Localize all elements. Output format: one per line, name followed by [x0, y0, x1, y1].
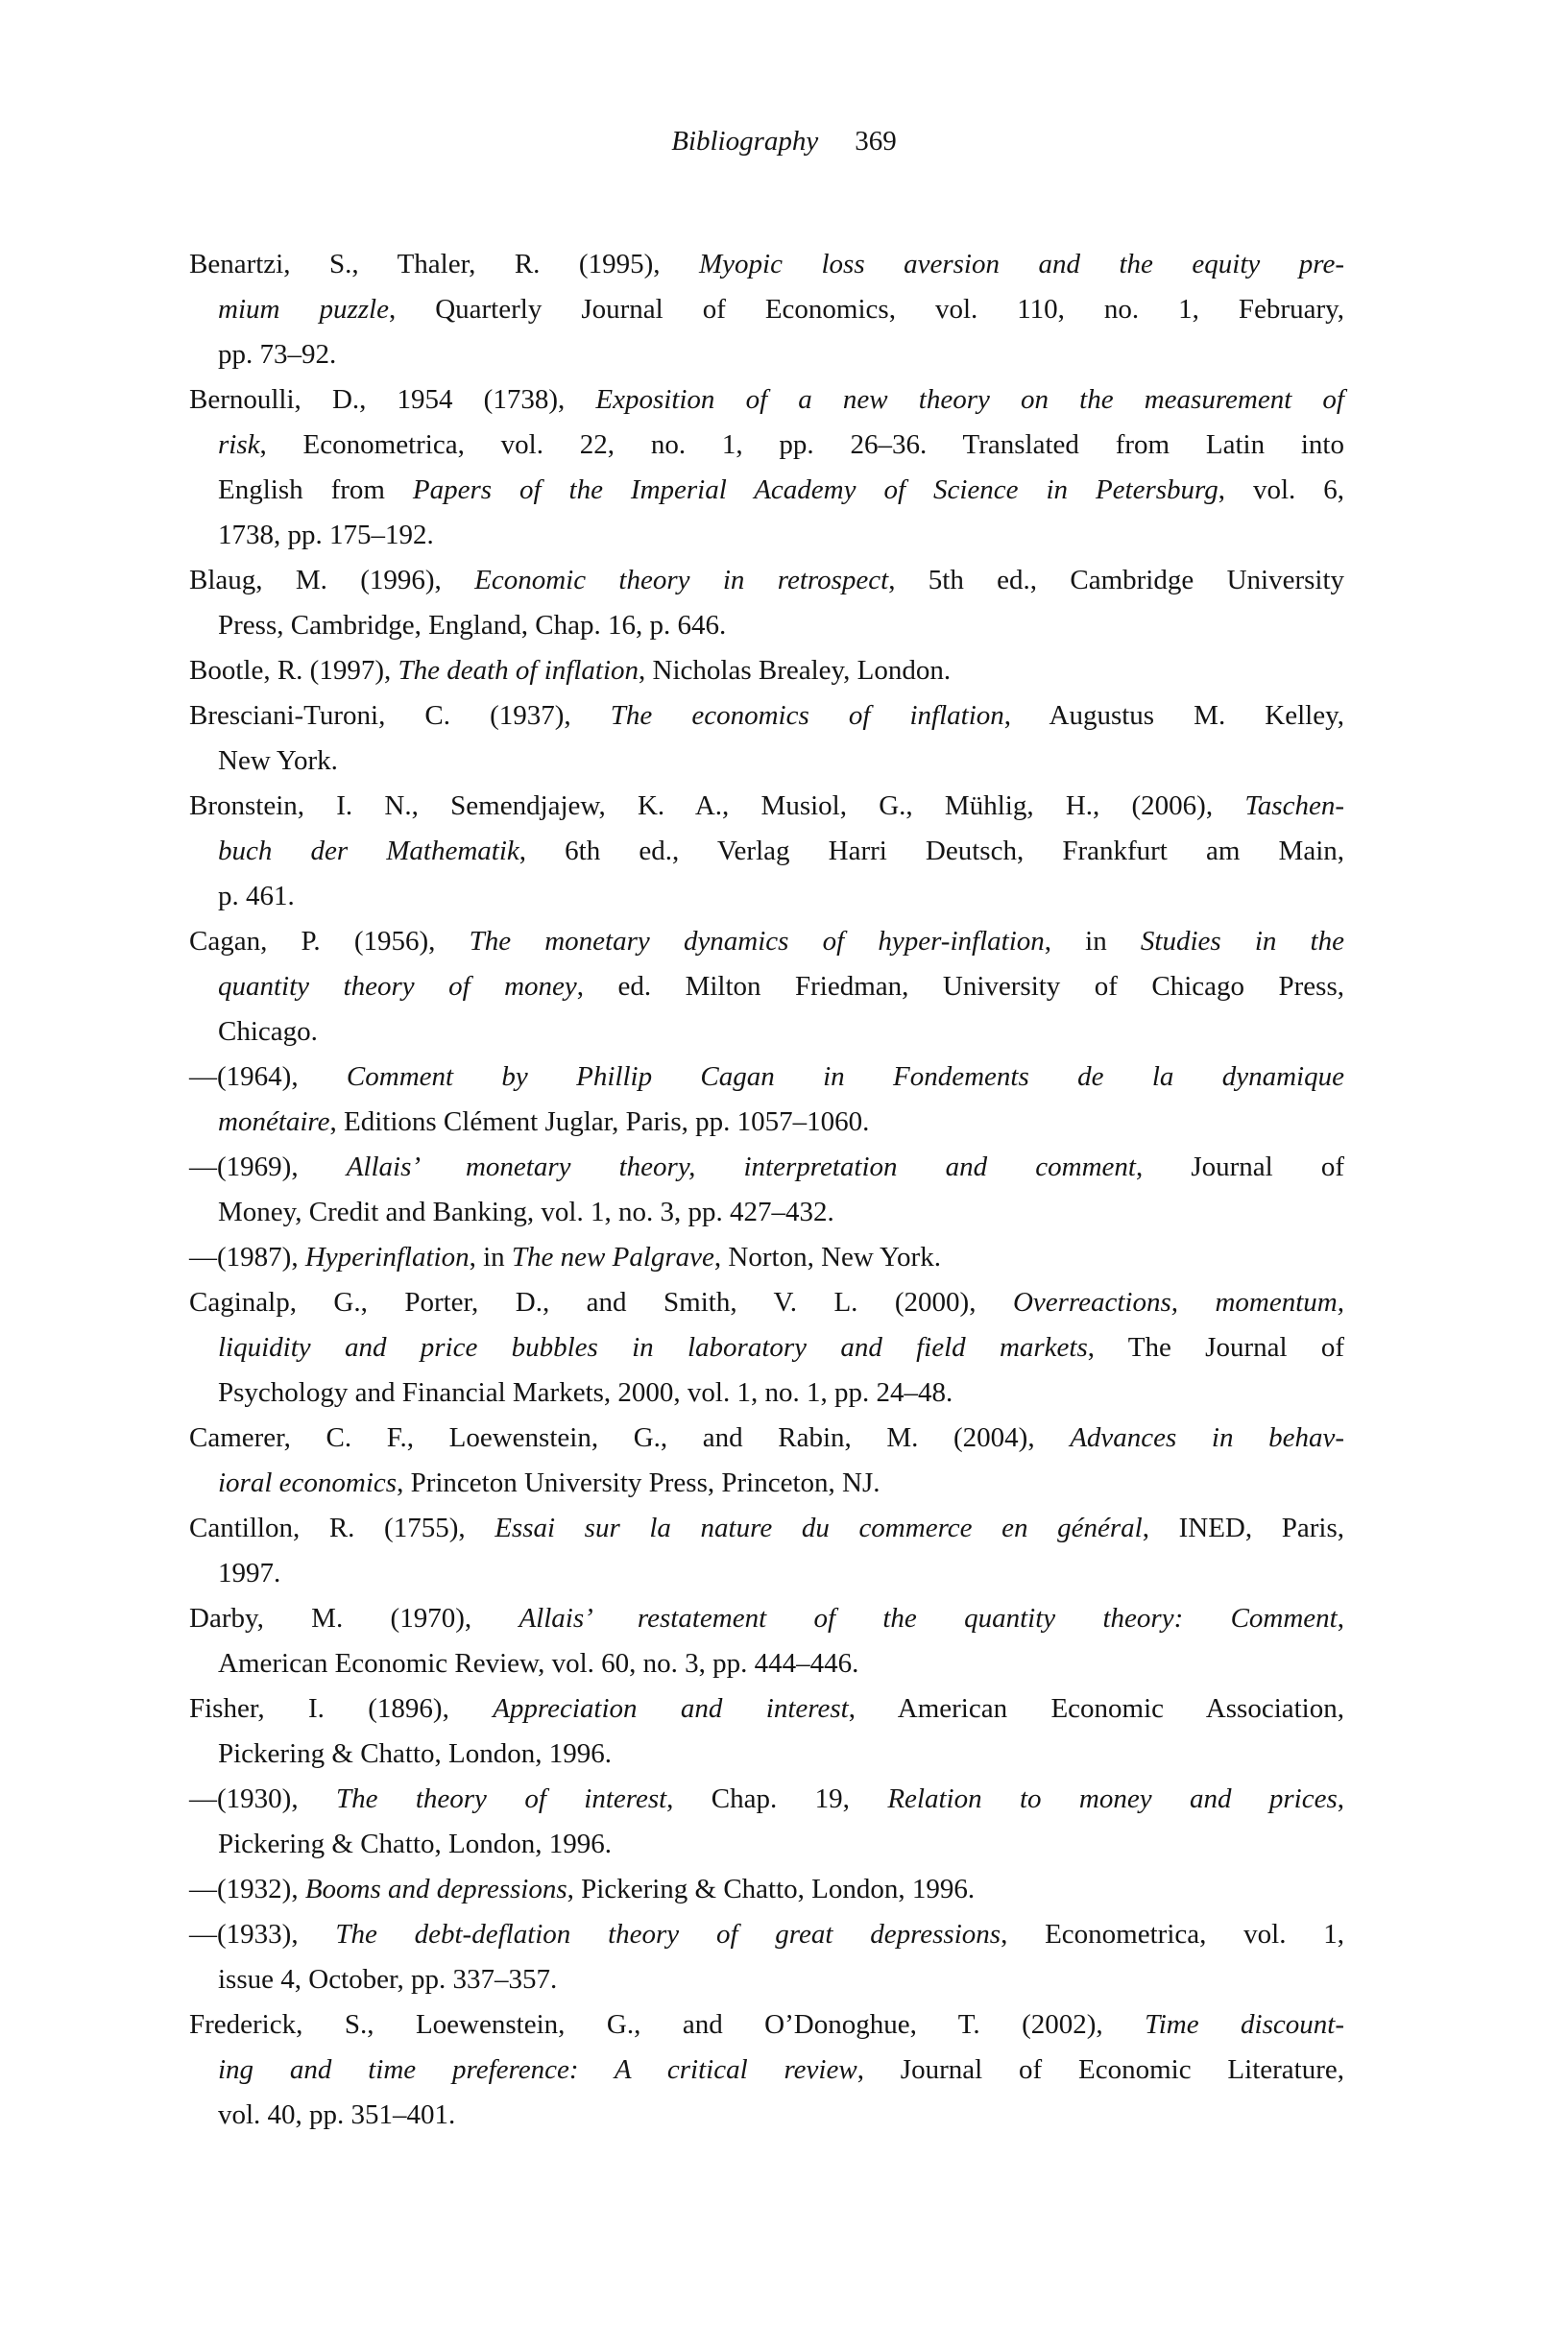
text-segment: Essai sur la nature du commerce en général [495, 1513, 1143, 1543]
text-segment: Press, Cambridge, England, Chap. 16, p. 646. [218, 610, 727, 641]
entry-line [189, 1777, 1344, 1822]
text-segment: , in [469, 1242, 512, 1273]
text-segment: English from [218, 474, 413, 505]
bibliography-entry [189, 242, 1344, 377]
text-segment: , Norton, New York. [713, 1242, 941, 1273]
text-segment: liquidity and price bubbles in laboratory and field markets [218, 1332, 1088, 1363]
text-segment: , Econometrica, vol. 1, [1001, 1919, 1344, 1950]
text-segment: The economics of inflation [610, 700, 1004, 731]
text-segment: Darby, M. (1970), [189, 1603, 519, 1634]
text-segment: Booms and depressions [304, 1874, 567, 1904]
text-segment: quantity theory of money [218, 971, 577, 1002]
text-segment: —(1969), [189, 1152, 347, 1182]
text-segment: The debt-deflation theory of great depressions [335, 1919, 1001, 1950]
entry-line [189, 1641, 1344, 1686]
text-segment: American Economic Review, vol. 60, no. 3, pp. 444–446. [218, 1648, 859, 1679]
text-segment: , 5th ed., Cambridge University [888, 565, 1344, 595]
entry-line [189, 1867, 1344, 1912]
entry-line [189, 2093, 1344, 2138]
entry-line [189, 1055, 1344, 1100]
text-segment: vol. 40, pp. 351–401. [218, 2099, 456, 2130]
entry-line [189, 1551, 1344, 1596]
entry-line [189, 1506, 1344, 1551]
text-segment: The monetary dynamics of hyper-inflation [469, 926, 1045, 957]
bibliography-entry [189, 1235, 1344, 1280]
text-segment: monétaire [218, 1106, 330, 1137]
text-segment: 1738, pp. 175–192. [218, 520, 434, 550]
entry-line [189, 1370, 1344, 1416]
text-segment: Allais’ restatement of the quantity theory: Comment [519, 1603, 1338, 1634]
text-segment: Time discount- [1145, 2009, 1344, 2040]
entry-line [189, 332, 1344, 377]
entry-line [189, 874, 1344, 919]
text-segment: , INED, Paris, [1142, 1513, 1344, 1543]
text-segment: Overreactions, momentum, [1012, 1287, 1344, 1318]
text-segment: , [1337, 1783, 1344, 1814]
bibliography-entry [189, 1867, 1344, 1912]
entry-line [189, 1732, 1344, 1777]
entry-line [189, 1957, 1344, 2002]
text-segment: p. 461. [218, 881, 295, 911]
text-segment: , 6th ed., Verlag Harri Deutsch, Frankfurt am Main, [519, 836, 1344, 866]
bibliography-entry [189, 1596, 1344, 1686]
text-segment: , [1337, 1603, 1344, 1634]
bibliography-entry [189, 558, 1344, 648]
bibliography [189, 242, 1344, 2138]
entry-line [189, 964, 1344, 1009]
entry-line [189, 784, 1344, 829]
text-segment: , Augustus M. Kelley, [1003, 700, 1344, 731]
bibliography-entry [189, 1280, 1344, 1416]
entry-line [189, 287, 1344, 332]
bibliography-entry [189, 784, 1344, 919]
text-segment: Psychology and Financial Markets, 2000, vol. 1, no. 1, pp. 24–48. [218, 1377, 953, 1408]
text-segment: The death of inflation [398, 655, 639, 686]
entry-line [189, 1416, 1344, 1461]
bibliography-entry [189, 1145, 1344, 1235]
text-segment: Caginalp, G., Porter, D., and Smith, V. L. (2000), [189, 1287, 1013, 1318]
text-segment: , Quarterly Journal of Economics, vol. 110, no. 1, February, [388, 294, 1344, 325]
entry-line [189, 2048, 1344, 2093]
entry-line [189, 1190, 1344, 1235]
text-segment: Myopic loss aversion and the equity pre- [699, 249, 1344, 279]
entry-line [189, 1822, 1344, 1867]
text-segment: , Journal of Economic Literature, [856, 2054, 1344, 2085]
entry-line [189, 468, 1344, 513]
text-segment: Bresciani-Turoni, C. (1937), [189, 700, 611, 731]
entry-line [189, 1325, 1344, 1370]
text-segment: 1997. [218, 1558, 281, 1588]
entry-line [189, 1686, 1344, 1732]
text-segment: The theory of interest [335, 1783, 667, 1814]
entry-line [189, 693, 1344, 739]
text-segment: Cagan, P. (1956), [189, 926, 470, 957]
text-segment: , Nicholas Brealey, London. [639, 655, 952, 686]
entry-line [189, 377, 1344, 423]
entry-line [189, 829, 1344, 874]
bibliography-entry [189, 1777, 1344, 1867]
text-segment: Bronstein, I. N., Semendjajew, K. A., Musiol, G., Mühlig, H., (2006), [189, 790, 1245, 821]
text-segment: Exposition of a new theory on the measurement of [595, 384, 1344, 415]
entry-line [189, 648, 1344, 693]
text-segment: Papers of the Imperial Academy of Science in Petersburg [412, 474, 1218, 505]
text-segment: New York. [218, 745, 338, 776]
text-segment: pp. 73–92. [218, 339, 337, 370]
entry-line [189, 1235, 1344, 1280]
text-segment: , ed. Milton Friedman, University of Chicago Press, [576, 971, 1344, 1002]
text-segment: issue 4, October, pp. 337–357. [218, 1964, 558, 1995]
entry-line [189, 1009, 1344, 1055]
text-segment: , Journal of [1135, 1152, 1344, 1182]
entry-line [189, 242, 1344, 287]
entry-line [189, 919, 1344, 964]
text-segment: Pickering & Chatto, London, 1996. [218, 1829, 612, 1859]
bibliography-entry [189, 1506, 1344, 1596]
bibliography-entry [189, 693, 1344, 784]
page-number: 369 [855, 126, 897, 157]
text-segment: mium puzzle [218, 294, 389, 325]
text-segment: risk [218, 429, 260, 460]
text-segment: Allais’ monetary theory, interpretation and comment [346, 1152, 1136, 1182]
entry-line [189, 1461, 1344, 1506]
text-segment: ioral economics [218, 1467, 398, 1498]
entry-line [189, 1145, 1344, 1190]
text-segment: Chicago. [218, 1016, 318, 1047]
text-segment: —(1933), [189, 1919, 336, 1950]
bibliography-entry [189, 919, 1344, 1055]
text-segment: Taschen- [1244, 790, 1344, 821]
entry-line [189, 513, 1344, 558]
text-segment: Benartzi, S., Thaler, R. (1995), [189, 249, 700, 279]
running-head-title: Bibliography [671, 126, 819, 157]
text-segment: , American Economic Association, [848, 1693, 1344, 1724]
text-segment: —(1964), [189, 1061, 347, 1092]
entry-line [189, 1596, 1344, 1641]
text-segment: Camerer, C. F., Loewenstein, G., and Rabin, M. (2004), [189, 1422, 1071, 1453]
text-segment: Bootle, R. (1997), [189, 655, 398, 686]
bibliography-entry [189, 2002, 1344, 2138]
text-segment: Frederick, S., Loewenstein, G., and O’Donoghue, T. (2002), [189, 2009, 1146, 2040]
text-segment: Appreciation and interest [493, 1693, 849, 1724]
text-segment: Fisher, I. (1896), [189, 1693, 494, 1724]
text-segment: buch der Mathematik [218, 836, 519, 866]
text-segment: Relation to money and prices [887, 1783, 1338, 1814]
text-segment: , Editions Clément Juglar, Paris, pp. 1057–1060. [329, 1106, 870, 1137]
text-segment: —(1932), [189, 1874, 305, 1904]
entry-line [189, 1100, 1344, 1145]
entry-line [189, 2002, 1344, 2048]
text-segment: Hyperinflation [304, 1242, 470, 1273]
page-header [0, 125, 1568, 158]
text-segment: , Pickering & Chatto, London, 1996. [567, 1874, 976, 1904]
text-segment: ing and time preference: A critical review [218, 2054, 857, 2085]
text-segment: Studies in the [1140, 926, 1344, 957]
text-segment: —(1987), [189, 1242, 305, 1273]
text-segment: , Chap. 19, [666, 1783, 888, 1814]
text-segment: Blaug, M. (1996), [189, 565, 475, 595]
bibliography-entry [189, 377, 1344, 558]
entry-line [189, 1280, 1344, 1325]
text-segment: The new Palgrave [511, 1242, 714, 1273]
text-segment: Cantillon, R. (1755), [189, 1513, 495, 1543]
text-segment: , Princeton University Press, Princeton, NJ. [397, 1467, 880, 1498]
entry-line [189, 1912, 1344, 1957]
text-segment: Money, Credit and Banking, vol. 1, no. 3, pp. 427–432. [218, 1197, 834, 1227]
text-segment: Bernoulli, D., 1954 (1738), [189, 384, 596, 415]
entry-line [189, 603, 1344, 648]
bibliography-entry [189, 648, 1344, 693]
text-segment: , Econometrica, vol. 22, no. 1, pp. 26–36. Translated from Latin into [259, 429, 1344, 460]
bibliography-entry [189, 1055, 1344, 1145]
entry-line [189, 739, 1344, 784]
bibliography-entry [189, 1686, 1344, 1777]
entry-line [189, 423, 1344, 468]
text-segment: , The Journal of [1087, 1332, 1344, 1363]
bibliography-entry [189, 1416, 1344, 1506]
text-segment: —(1930), [189, 1783, 336, 1814]
bibliography-entry [189, 1912, 1344, 2002]
entry-line [189, 558, 1344, 603]
text-segment: Economic theory in retrospect [474, 565, 889, 595]
text-segment: Comment by Phillip Cagan in Fondements de la dynamique [346, 1061, 1344, 1092]
text-segment: , vol. 6, [1218, 474, 1344, 505]
text-segment: Pickering & Chatto, London, 1996. [218, 1738, 612, 1769]
text-segment: Advances in behav- [1070, 1422, 1344, 1453]
text-segment: , in [1044, 926, 1141, 957]
